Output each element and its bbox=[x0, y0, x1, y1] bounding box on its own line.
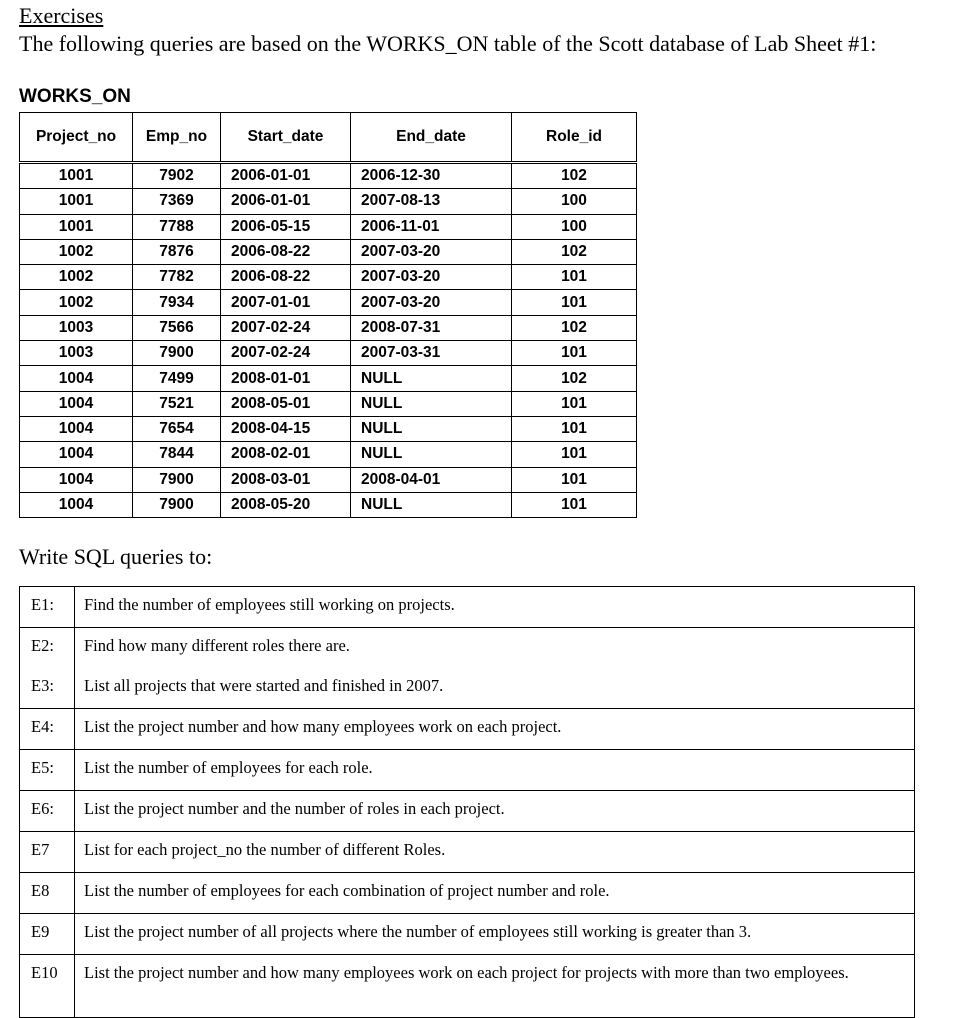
table-cell: 7934 bbox=[133, 290, 221, 315]
table-cell: 101 bbox=[512, 467, 637, 492]
table-row bbox=[20, 214, 637, 239]
table-cell: 2008-04-15 bbox=[221, 416, 351, 441]
table-cell: 2006-11-01 bbox=[351, 214, 512, 239]
table-cell: 2006-01-01 bbox=[221, 163, 351, 189]
query-row bbox=[20, 955, 915, 1018]
table-cell: 7900 bbox=[133, 467, 221, 492]
table-cell: 2008-01-01 bbox=[221, 366, 351, 391]
query-id: E9 bbox=[20, 914, 75, 955]
table-cell: 1002 bbox=[20, 290, 133, 315]
query-id: E6: bbox=[20, 791, 75, 832]
query-id: E10 bbox=[20, 955, 75, 1018]
query-id: E4: bbox=[20, 709, 75, 750]
table-cell: 100 bbox=[512, 214, 637, 239]
table-cell: 101 bbox=[512, 265, 637, 290]
query-id: E3: bbox=[20, 668, 75, 709]
column-header: Emp_no bbox=[133, 113, 221, 163]
table-cell: 2007-03-20 bbox=[351, 239, 512, 264]
table-cell: 7654 bbox=[133, 416, 221, 441]
table-cell: 101 bbox=[512, 290, 637, 315]
table-cell: 101 bbox=[512, 416, 637, 441]
table-row bbox=[20, 391, 637, 416]
table-cell: 7499 bbox=[133, 366, 221, 391]
table-cell: 2006-12-30 bbox=[351, 163, 512, 189]
table-cell: 1002 bbox=[20, 265, 133, 290]
table-cell: 2007-03-20 bbox=[351, 265, 512, 290]
table-cell: 7788 bbox=[133, 214, 221, 239]
table-cell: 101 bbox=[512, 492, 637, 517]
intro-text: The following queries are based on the WORKS_ON table of the Scott database of Lab Sheet #1: bbox=[19, 31, 877, 56]
table-row bbox=[20, 492, 637, 517]
table-cell: 100 bbox=[512, 189, 637, 214]
query-text: Find the number of employees still working on projects. bbox=[75, 587, 915, 628]
table-cell: 102 bbox=[512, 366, 637, 391]
table-cell: 7369 bbox=[133, 189, 221, 214]
table-cell: 1004 bbox=[20, 366, 133, 391]
table-cell: 2008-04-01 bbox=[351, 467, 512, 492]
table-cell: 101 bbox=[512, 442, 637, 467]
table-cell: 7876 bbox=[133, 239, 221, 264]
table-cell: 2006-01-01 bbox=[221, 189, 351, 214]
table-cell: 1001 bbox=[20, 214, 133, 239]
queries-table bbox=[19, 586, 915, 1018]
query-text: List the project number and the number of roles in each project. bbox=[75, 791, 915, 832]
table-cell: 7844 bbox=[133, 442, 221, 467]
table-cell: 1004 bbox=[20, 391, 133, 416]
table-cell: 101 bbox=[512, 341, 637, 366]
exercises-heading: Exercises bbox=[19, 3, 104, 28]
works-on-table bbox=[19, 112, 637, 518]
query-row bbox=[20, 832, 915, 873]
table-cell: 1001 bbox=[20, 163, 133, 189]
query-row bbox=[20, 668, 915, 709]
table-cell: 2008-02-01 bbox=[221, 442, 351, 467]
table-cell: 7902 bbox=[133, 163, 221, 189]
table-row bbox=[20, 366, 637, 391]
table-cell: 1004 bbox=[20, 467, 133, 492]
query-row bbox=[20, 791, 915, 832]
table-cell: NULL bbox=[351, 391, 512, 416]
table-row bbox=[20, 239, 637, 264]
query-row bbox=[20, 628, 915, 669]
query-id: E5: bbox=[20, 750, 75, 791]
table-cell: 2007-03-31 bbox=[351, 341, 512, 366]
query-text: List for each project_no the number of different Roles. bbox=[75, 832, 915, 873]
table-row bbox=[20, 265, 637, 290]
table-row bbox=[20, 189, 637, 214]
query-text: List the project number and how many employees work on each project for projects with more than two employees. bbox=[75, 955, 915, 1018]
table-cell: NULL bbox=[351, 366, 512, 391]
column-header: End_date bbox=[351, 113, 512, 163]
table-cell: NULL bbox=[351, 492, 512, 517]
table-cell: 2008-05-01 bbox=[221, 391, 351, 416]
table-row bbox=[20, 467, 637, 492]
table-cell: 1002 bbox=[20, 239, 133, 264]
query-id: E8 bbox=[20, 873, 75, 914]
table-cell: 1001 bbox=[20, 189, 133, 214]
table-cell: 101 bbox=[512, 391, 637, 416]
table-cell: 2006-08-22 bbox=[221, 265, 351, 290]
query-row bbox=[20, 914, 915, 955]
table-cell: 2007-01-01 bbox=[221, 290, 351, 315]
table-cell: 2007-02-24 bbox=[221, 341, 351, 366]
table-row bbox=[20, 341, 637, 366]
query-text: Find how many different roles there are. bbox=[75, 628, 915, 669]
table-cell: 2006-05-15 bbox=[221, 214, 351, 239]
table-header-row bbox=[20, 113, 637, 163]
table-cell: 102 bbox=[512, 239, 637, 264]
table-row bbox=[20, 290, 637, 315]
table-cell: 1004 bbox=[20, 442, 133, 467]
query-row bbox=[20, 873, 915, 914]
table-cell: 7900 bbox=[133, 492, 221, 517]
table-cell: 1003 bbox=[20, 341, 133, 366]
query-text: List the project number of all projects where the number of employees still working is greater than 3. bbox=[75, 914, 915, 955]
table-cell: 2008-05-20 bbox=[221, 492, 351, 517]
query-id: E7 bbox=[20, 832, 75, 873]
queries-heading: Write SQL queries to: bbox=[19, 544, 213, 569]
table-cell: 1004 bbox=[20, 492, 133, 517]
column-header: Start_date bbox=[221, 113, 351, 163]
table-cell: 2007-03-20 bbox=[351, 290, 512, 315]
table-cell: 102 bbox=[512, 315, 637, 340]
query-row bbox=[20, 587, 915, 628]
table-cell: 7521 bbox=[133, 391, 221, 416]
column-header: Role_id bbox=[512, 113, 637, 163]
table-cell: 1003 bbox=[20, 315, 133, 340]
table-cell: 2007-02-24 bbox=[221, 315, 351, 340]
table-row bbox=[20, 315, 637, 340]
query-text: List all projects that were started and finished in 2007. bbox=[75, 668, 915, 709]
query-row bbox=[20, 750, 915, 791]
table-cell: 7782 bbox=[133, 265, 221, 290]
table-row bbox=[20, 163, 637, 189]
query-id: E2: bbox=[20, 628, 75, 669]
table-cell: 7900 bbox=[133, 341, 221, 366]
table-cell: NULL bbox=[351, 416, 512, 441]
table-cell: 2006-08-22 bbox=[221, 239, 351, 264]
table-cell: 2008-07-31 bbox=[351, 315, 512, 340]
table-cell: NULL bbox=[351, 442, 512, 467]
table-cell: 7566 bbox=[133, 315, 221, 340]
table-cell: 102 bbox=[512, 163, 637, 189]
query-text: List the project number and how many employees work on each project. bbox=[75, 709, 915, 750]
works-on-table-title: WORKS_ON bbox=[19, 86, 131, 107]
table-cell: 2007-08-13 bbox=[351, 189, 512, 214]
column-header: Project_no bbox=[20, 113, 133, 163]
query-row bbox=[20, 709, 915, 750]
table-row bbox=[20, 442, 637, 467]
table-row bbox=[20, 416, 637, 441]
query-text: List the number of employees for each role. bbox=[75, 750, 915, 791]
table-cell: 1004 bbox=[20, 416, 133, 441]
query-id: E1: bbox=[20, 587, 75, 628]
query-text: List the number of employees for each combination of project number and role. bbox=[75, 873, 915, 914]
table-cell: 2008-03-01 bbox=[221, 467, 351, 492]
